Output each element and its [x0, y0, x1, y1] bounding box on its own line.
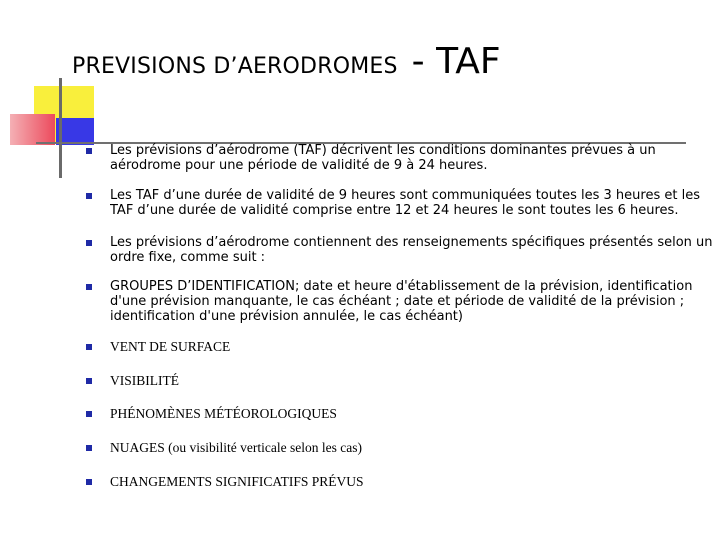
bullet-marker — [86, 240, 92, 246]
bullet-text: Les TAF d’une durée de validité de 9 heures sont communiquées toutes les 3 heures et les TAF d’une durée de validité comprise entre 12 et 24 heures le sont toutes les 6 heures. — [110, 188, 700, 218]
bullet-marker — [86, 479, 92, 485]
slide-title-suffix: - TAF — [411, 41, 501, 82]
bullet-marker — [86, 148, 92, 154]
bullet-text: VENT DE SURFACE — [110, 339, 231, 354]
bullet-marker — [86, 411, 92, 417]
bullet-marker — [86, 344, 92, 350]
slide-title-main: PREVISIONS D’AERODROMES — [72, 54, 398, 79]
bullet-marker — [86, 284, 92, 290]
bullet-marker — [86, 193, 92, 199]
bullet-text: Les prévisions d’aérodrome (TAF) décrivent les conditions dominantes prévues à un aérodrome pour une période de validité de 9 à 24 heures. — [110, 143, 656, 173]
bullet-marker — [86, 445, 92, 451]
bullet-text: CHANGEMENTS SIGNIFICATIFS PRÉVUS — [110, 474, 364, 489]
bullet-text: GROUPES D’IDENTIFICATION; date et heure d'établissement de la prévision, identification d'une prévision manquante, le cas échéant ; date et période de validité de la prévision ; identification d'une prévision annulée, le cas échéant) — [110, 279, 693, 324]
bullet-text: NUAGES (ou visibilité verticale selon les cas) — [110, 440, 362, 455]
bullet-marker — [86, 378, 92, 384]
bullet-text: VISIBILITÉ — [110, 373, 179, 388]
bullet-text: PHÉNOMÈNES MÉTÉOROLOGIQUES — [110, 406, 337, 421]
bullet-text: Les prévisions d’aérodrome contiennent des renseignements spécifiques présentés selon un ordre fixe, comme suit : — [110, 235, 713, 265]
